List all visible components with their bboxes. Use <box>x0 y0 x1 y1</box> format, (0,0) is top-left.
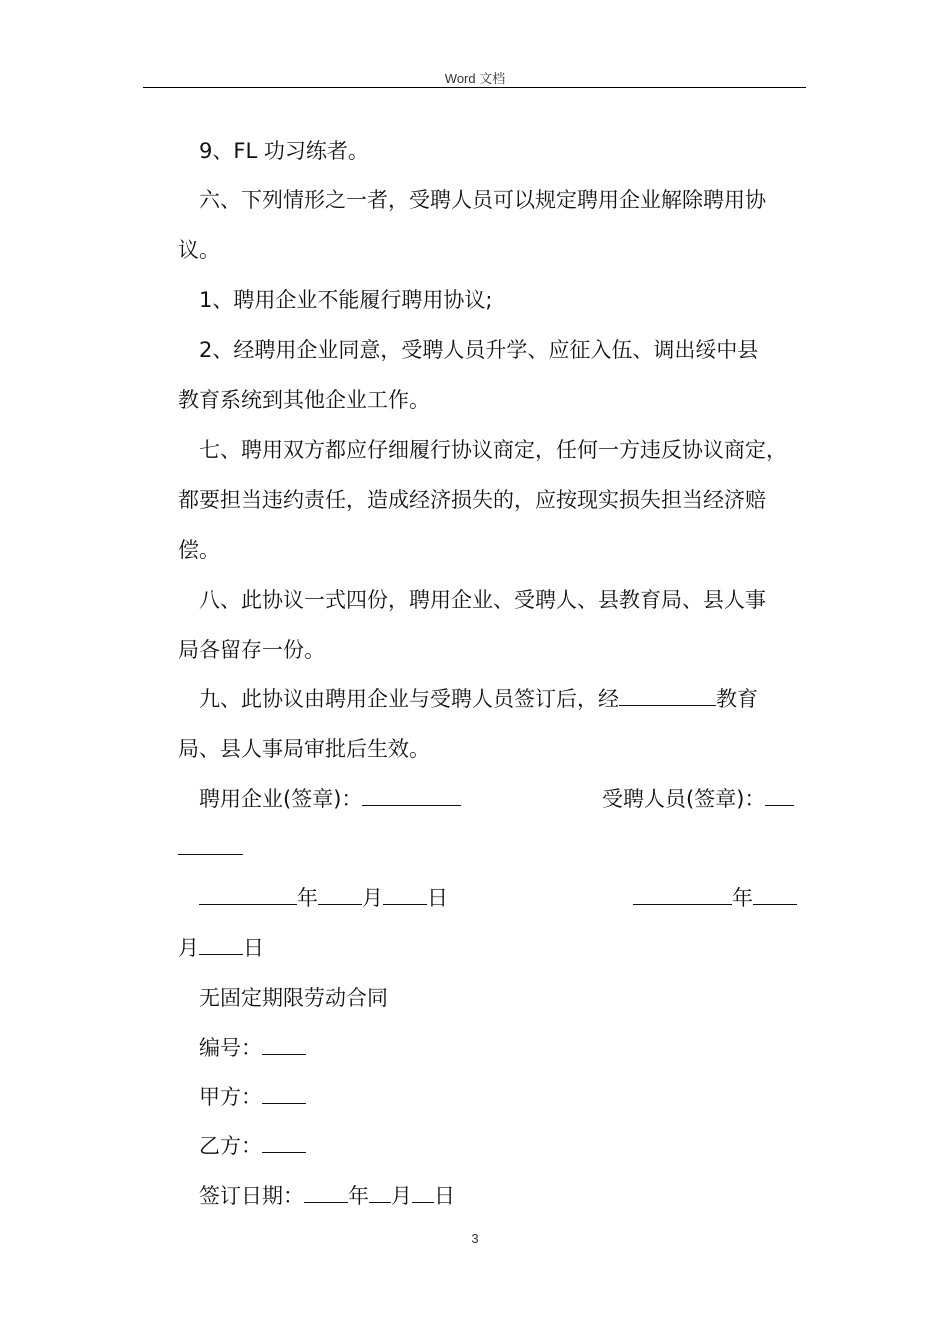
contract-number-line <box>199 1034 306 1062</box>
paragraph-clause-7: 七、聘用双方都应仔细履行协议商定，任何一方违反协议商定， <box>199 438 787 462</box>
paragraph-item-9: 9、FL 功习练者。 <box>199 139 369 163</box>
header-divider <box>143 87 806 88</box>
signing-year-label: 年 <box>348 1184 369 1208</box>
contract-title: 无固定期限劳动合同 <box>199 986 388 1010</box>
paragraph-clause-7-cont-2: 偿。 <box>178 538 220 562</box>
contract-number-blank[interactable] <box>262 1034 306 1055</box>
clause-9-text: 九、此协议由聘用企业与受聘人员签订后，经 <box>199 687 619 711</box>
paragraph-clause-9 <box>199 685 758 713</box>
employee-day-blank[interactable] <box>199 934 243 955</box>
signing-day-blank[interactable] <box>412 1182 434 1203</box>
employee-signature-blank[interactable] <box>765 785 794 806</box>
paragraph-clause-6: 六、下列情形之一者，受聘人员可以规定聘用企业解除聘用协 <box>199 188 766 212</box>
paragraph-clause-6-cont: 议。 <box>178 238 220 262</box>
party-a-label: 甲方： <box>199 1085 262 1109</box>
employer-signature-blank[interactable] <box>362 785 461 806</box>
paragraph-clause-6-item-1: 1、聘用企业不能履行聘用协议; <box>199 288 493 312</box>
employee-month-blank[interactable] <box>753 884 797 905</box>
paragraph-clause-7-cont-1: 都要担当违约责任，造成经济损失的，应按现实损失担当经济赔 <box>178 488 766 512</box>
employer-signature-label: 聘用企业(签章)： <box>199 787 363 811</box>
party-a-line <box>199 1083 306 1111</box>
page-number: 3 <box>471 1231 479 1246</box>
employee-day-label: 日 <box>243 936 264 960</box>
party-b-line <box>199 1132 306 1160</box>
employee-signature-blank-cont[interactable] <box>178 834 243 855</box>
clause-9-text-end: 教育 <box>716 687 758 711</box>
paragraph-clause-8: 八、此协议一式四份，聘用企业、受聘人、县教育局、县人事 <box>199 588 766 612</box>
party-b-blank[interactable] <box>262 1132 306 1153</box>
signing-month-label: 月 <box>391 1184 412 1208</box>
employer-month-label: 月 <box>362 886 383 910</box>
page-header-title: Word 文档 <box>444 71 506 86</box>
employer-day-label: 日 <box>427 886 448 910</box>
employee-signature-line <box>602 785 794 813</box>
paragraph-clause-8-cont: 局各留存一份。 <box>178 638 325 662</box>
contract-number-label: 编号： <box>199 1036 262 1060</box>
employer-year-label: 年 <box>297 886 318 910</box>
employee-date-line-cont <box>178 934 264 962</box>
party-b-label: 乙方： <box>199 1134 262 1158</box>
employee-year-blank[interactable] <box>633 884 732 905</box>
employer-signature-line <box>199 785 461 813</box>
employer-day-blank[interactable] <box>383 884 427 905</box>
employee-signature-blank-cont-line <box>178 834 243 862</box>
signing-month-blank[interactable] <box>369 1182 391 1203</box>
employer-month-blank[interactable] <box>318 884 362 905</box>
employee-signature-label: 受聘人员(签章)： <box>602 787 766 811</box>
employer-year-blank[interactable] <box>199 884 297 905</box>
employer-date-line <box>199 884 448 912</box>
employee-date-line <box>633 884 797 912</box>
paragraph-clause-9-cont: 局、县人事局审批后生效。 <box>178 737 430 761</box>
paragraph-clause-6-item-2-cont: 教育系统到其他企业工作。 <box>178 388 430 412</box>
signing-date-line <box>199 1182 455 1210</box>
signing-date-label: 签订日期： <box>199 1184 304 1208</box>
employee-year-label: 年 <box>732 886 753 910</box>
approval-blank[interactable] <box>619 685 716 706</box>
signing-day-label: 日 <box>434 1184 455 1208</box>
paragraph-clause-6-item-2: 2、经聘用企业同意，受聘人员升学、应征入伍、调出绥中县 <box>199 338 759 362</box>
employee-month-label: 月 <box>178 936 199 960</box>
signing-year-blank[interactable] <box>304 1182 348 1203</box>
party-a-blank[interactable] <box>262 1083 306 1104</box>
